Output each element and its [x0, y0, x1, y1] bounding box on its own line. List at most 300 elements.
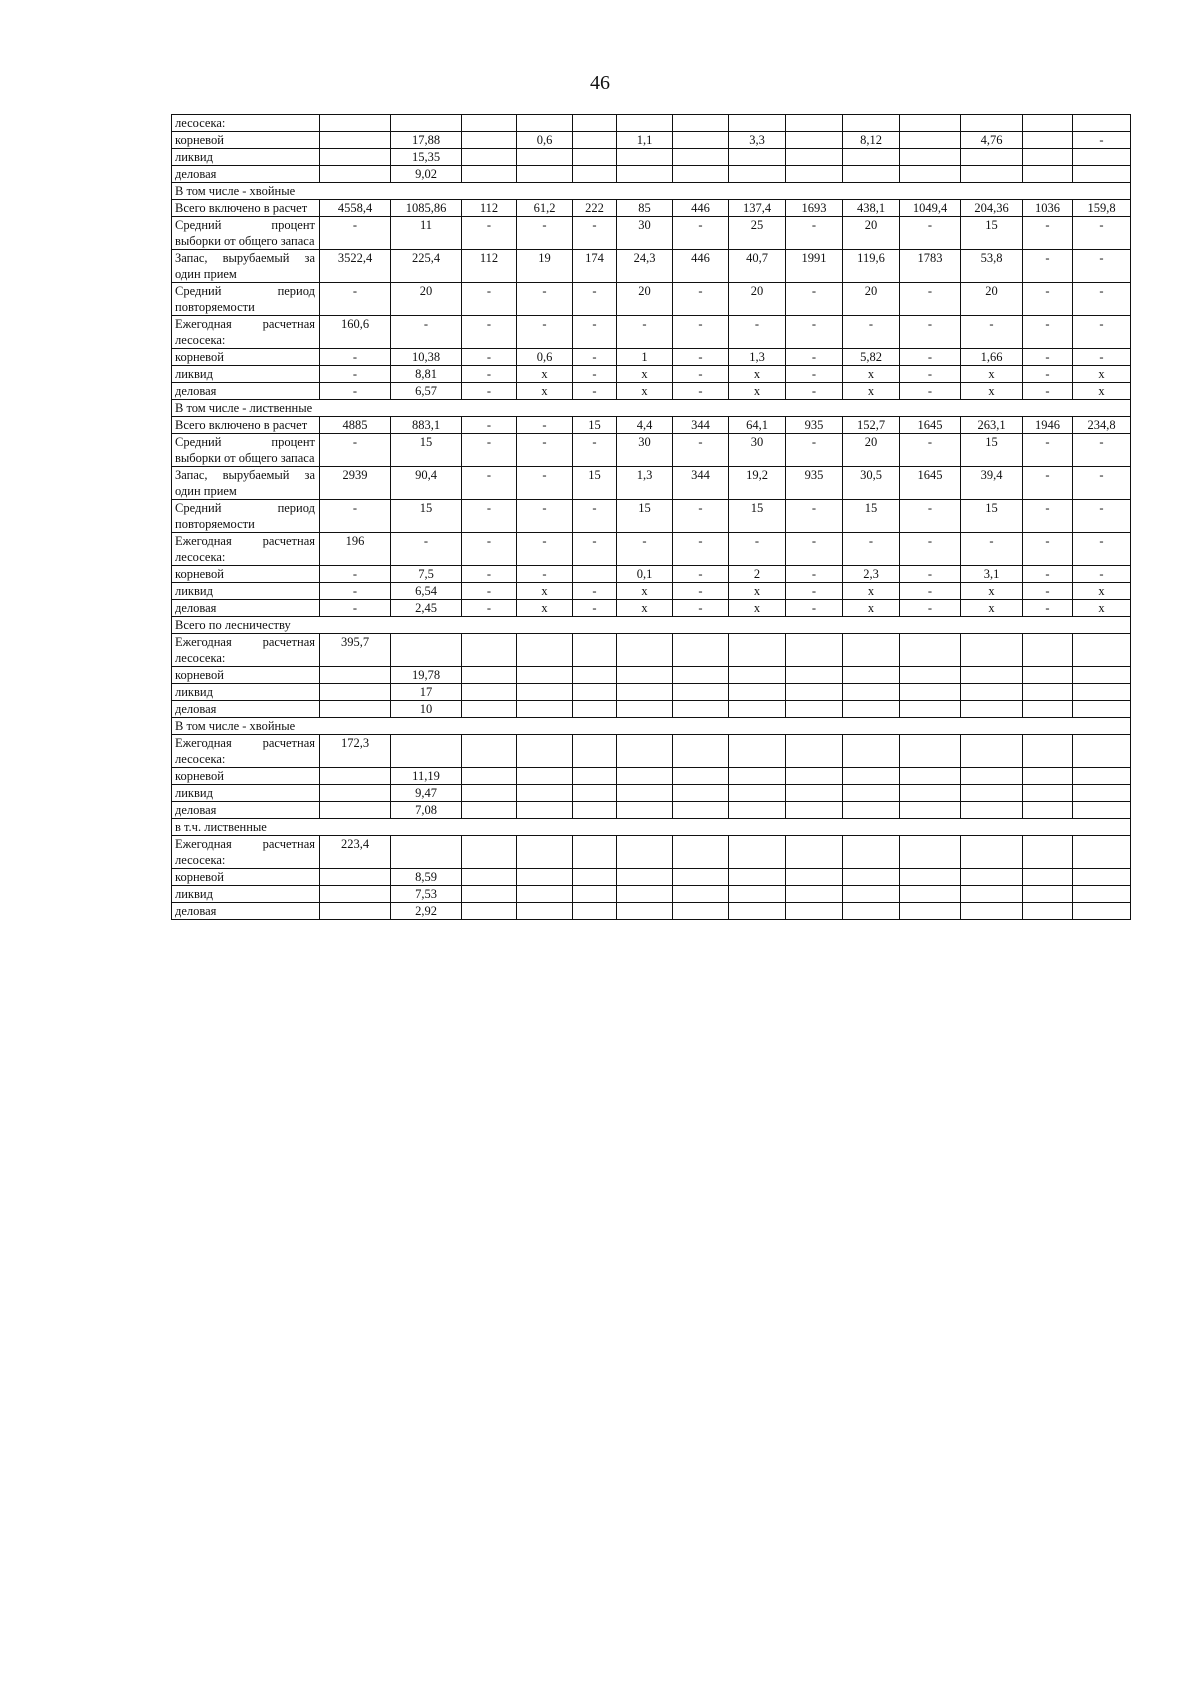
row-label: деловая [172, 383, 320, 400]
table-cell [673, 836, 729, 869]
table-cell: х [843, 366, 900, 383]
table-cell: х [961, 383, 1023, 400]
table-row [172, 217, 1131, 250]
table-cell [786, 701, 843, 718]
table-cell [320, 869, 391, 886]
table-cell [617, 701, 673, 718]
table-cell: 112 [462, 250, 517, 283]
table-cell: 6,57 [391, 383, 462, 400]
table-cell: - [1023, 349, 1073, 366]
table-cell: 6,54 [391, 583, 462, 600]
table-cell: - [573, 283, 617, 316]
table-cell: х [961, 600, 1023, 617]
table-cell: 8,59 [391, 869, 462, 886]
table-cell: 1 [617, 349, 673, 366]
table-cell: - [462, 316, 517, 349]
table-cell: х [617, 366, 673, 383]
forest-calculation-table [171, 114, 1131, 920]
table-cell: - [786, 349, 843, 366]
table-cell: - [1023, 217, 1073, 250]
row-label: деловая [172, 903, 320, 920]
row-label: ликвид [172, 785, 320, 802]
table-cell: - [673, 217, 729, 250]
table-cell: 90,4 [391, 467, 462, 500]
table-cell: - [462, 566, 517, 583]
table-cell: х [517, 583, 573, 600]
table-cell: 7,5 [391, 566, 462, 583]
table-cell: 10 [391, 701, 462, 718]
table-cell: - [1023, 600, 1073, 617]
table-cell [573, 132, 617, 149]
table-cell [320, 684, 391, 701]
table-cell: - [462, 583, 517, 600]
table-cell [517, 634, 573, 667]
table-cell: 883,1 [391, 417, 462, 434]
table-cell: - [573, 583, 617, 600]
table-cell [517, 903, 573, 920]
table-cell [573, 684, 617, 701]
table-cell: 9,47 [391, 785, 462, 802]
table-cell [900, 634, 961, 667]
table-cell [617, 903, 673, 920]
row-label: Ежегодная расчетная лесосека: [172, 533, 320, 566]
table-cell: 30,5 [843, 467, 900, 500]
table-cell [673, 802, 729, 819]
table-cell: 19 [517, 250, 573, 283]
table-cell: - [900, 533, 961, 566]
table-cell [961, 166, 1023, 183]
table-cell [573, 166, 617, 183]
table-cell: 7,53 [391, 886, 462, 903]
table-cell [320, 768, 391, 785]
table-cell [673, 149, 729, 166]
section-heading: В том числе - лиственные [172, 400, 1131, 417]
table-cell: 53,8 [961, 250, 1023, 283]
table-cell [961, 667, 1023, 684]
row-label: ликвид [172, 149, 320, 166]
table-cell: 438,1 [843, 200, 900, 217]
table-cell [320, 802, 391, 819]
table-cell [1023, 667, 1073, 684]
table-cell: 20 [617, 283, 673, 316]
page-number: 46 [590, 72, 610, 94]
table-cell: - [1073, 500, 1131, 533]
table-cell: - [900, 217, 961, 250]
table-cell: 1085,86 [391, 200, 462, 217]
table-cell: 4558,4 [320, 200, 391, 217]
table-cell [1073, 149, 1131, 166]
table-cell: х [617, 383, 673, 400]
table-cell: х [1073, 383, 1131, 400]
table-cell: 3,1 [961, 566, 1023, 583]
table-cell [729, 667, 786, 684]
table-cell: - [391, 533, 462, 566]
table-cell [617, 886, 673, 903]
table-cell [786, 667, 843, 684]
table-cell [900, 735, 961, 768]
table-cell [462, 886, 517, 903]
table-cell [1073, 768, 1131, 785]
table-cell [843, 667, 900, 684]
table-cell [320, 701, 391, 718]
table-cell: 15 [961, 434, 1023, 467]
table-cell: - [573, 366, 617, 383]
section-row [172, 183, 1131, 200]
table-cell [1073, 166, 1131, 183]
table-cell: - [1073, 316, 1131, 349]
table-row [172, 869, 1131, 886]
table-cell [517, 115, 573, 132]
table-cell: - [391, 316, 462, 349]
table-cell [961, 768, 1023, 785]
table-cell [1073, 886, 1131, 903]
table-cell [517, 735, 573, 768]
table-cell: х [961, 366, 1023, 383]
table-cell: х [729, 366, 786, 383]
table-cell: - [1073, 217, 1131, 250]
table-cell [1073, 869, 1131, 886]
section-heading: в т.ч. лиственные [172, 819, 1131, 836]
table-row [172, 366, 1131, 383]
table-cell: 159,8 [1073, 200, 1131, 217]
table-cell: - [1023, 533, 1073, 566]
table-cell [673, 886, 729, 903]
table-cell: 20 [391, 283, 462, 316]
table-cell: 1946 [1023, 417, 1073, 434]
table-cell [786, 149, 843, 166]
table-cell: - [320, 566, 391, 583]
table-row [172, 149, 1131, 166]
table-cell: 39,4 [961, 467, 1023, 500]
table-cell: 30 [729, 434, 786, 467]
table-cell [673, 684, 729, 701]
table-row [172, 349, 1131, 366]
table-cell: х [729, 383, 786, 400]
table-cell: 2,92 [391, 903, 462, 920]
table-cell: - [320, 383, 391, 400]
table-row [172, 684, 1131, 701]
table-cell [462, 768, 517, 785]
table-cell: 1991 [786, 250, 843, 283]
table-cell [573, 802, 617, 819]
table-cell [786, 802, 843, 819]
table-cell: 222 [573, 200, 617, 217]
table-cell [617, 768, 673, 785]
table-cell: х [843, 600, 900, 617]
table-cell [786, 785, 843, 802]
table-cell: 20 [961, 283, 1023, 316]
table-cell [573, 836, 617, 869]
table-cell: - [517, 434, 573, 467]
table-row [172, 434, 1131, 467]
table-cell [900, 701, 961, 718]
row-label: деловая [172, 600, 320, 617]
table-cell [1023, 802, 1073, 819]
table-cell: 0,1 [617, 566, 673, 583]
table-cell: 225,4 [391, 250, 462, 283]
table-cell: - [573, 500, 617, 533]
table-cell [617, 802, 673, 819]
table-cell: - [517, 316, 573, 349]
table-cell [517, 869, 573, 886]
table-cell [617, 836, 673, 869]
table-cell: 10,38 [391, 349, 462, 366]
table-cell [786, 634, 843, 667]
table-cell [1023, 166, 1073, 183]
table-cell: - [900, 316, 961, 349]
table-cell: 15 [391, 500, 462, 533]
table-cell: - [517, 217, 573, 250]
table-cell [900, 115, 961, 132]
table-cell [517, 785, 573, 802]
table-cell: 446 [673, 250, 729, 283]
table-cell [786, 886, 843, 903]
table-cell [843, 166, 900, 183]
table-cell [517, 886, 573, 903]
table-cell [1023, 869, 1073, 886]
table-cell [729, 166, 786, 183]
table-cell [843, 836, 900, 869]
table-cell: - [961, 316, 1023, 349]
row-label: Ежегодная расчетная лесосека: [172, 316, 320, 349]
table-cell [1023, 634, 1073, 667]
table-cell [617, 166, 673, 183]
table-cell [843, 802, 900, 819]
table-cell: - [900, 349, 961, 366]
table-cell: 112 [462, 200, 517, 217]
table-cell [320, 166, 391, 183]
table-cell: - [900, 283, 961, 316]
table-cell [391, 735, 462, 768]
table-cell: - [900, 600, 961, 617]
table-cell: 446 [673, 200, 729, 217]
table-cell [786, 132, 843, 149]
table-row [172, 667, 1131, 684]
table-cell: - [786, 500, 843, 533]
table-cell: 15 [961, 217, 1023, 250]
table-cell [786, 903, 843, 920]
table-cell: - [320, 500, 391, 533]
table-cell [961, 836, 1023, 869]
table-cell [900, 802, 961, 819]
table-cell: - [462, 467, 517, 500]
table-cell: - [1073, 467, 1131, 500]
table-cell: 4885 [320, 417, 391, 434]
table-cell [961, 634, 1023, 667]
table-cell [673, 701, 729, 718]
section-heading: В том числе - хвойные [172, 718, 1131, 735]
table-row [172, 500, 1131, 533]
table-cell [1073, 634, 1131, 667]
table-cell: - [673, 283, 729, 316]
table-cell [900, 869, 961, 886]
table-cell: 20 [729, 283, 786, 316]
section-row [172, 617, 1131, 634]
table-cell [673, 667, 729, 684]
table-cell [673, 785, 729, 802]
table-cell [729, 869, 786, 886]
table-cell: 15 [617, 500, 673, 533]
table-cell: 204,36 [961, 200, 1023, 217]
table-cell: 15 [729, 500, 786, 533]
row-label: корневой [172, 132, 320, 149]
table-cell: 2939 [320, 467, 391, 500]
table-cell: - [900, 566, 961, 583]
table-cell [900, 149, 961, 166]
table-cell: - [961, 533, 1023, 566]
table-cell [391, 836, 462, 869]
table-cell [1073, 667, 1131, 684]
table-cell: - [462, 366, 517, 383]
row-label: Всего включено в расчет [172, 417, 320, 434]
row-label: корневой [172, 349, 320, 366]
table-cell: - [573, 383, 617, 400]
table-cell [786, 768, 843, 785]
table-cell [843, 115, 900, 132]
table-cell [320, 785, 391, 802]
table-cell [462, 701, 517, 718]
table-cell [517, 802, 573, 819]
table-cell: 17,88 [391, 132, 462, 149]
table-row [172, 600, 1131, 617]
table-cell [961, 802, 1023, 819]
table-cell: 2 [729, 566, 786, 583]
table-cell: 223,4 [320, 836, 391, 869]
table-cell: 64,1 [729, 417, 786, 434]
row-label: лесосека: [172, 115, 320, 132]
table-row [172, 836, 1131, 869]
table-cell: - [517, 533, 573, 566]
table-cell [1073, 802, 1131, 819]
table-cell: 25 [729, 217, 786, 250]
row-label: ликвид [172, 583, 320, 600]
table-cell [573, 634, 617, 667]
table-cell: - [1023, 250, 1073, 283]
table-cell [617, 149, 673, 166]
table-cell: - [843, 533, 900, 566]
table-cell: - [900, 434, 961, 467]
table-cell: 19,2 [729, 467, 786, 500]
table-cell: 1,66 [961, 349, 1023, 366]
table-cell [617, 115, 673, 132]
table-cell [729, 684, 786, 701]
table-cell [961, 701, 1023, 718]
table-cell: х [517, 366, 573, 383]
table-cell [729, 903, 786, 920]
table-cell [462, 166, 517, 183]
table-cell [673, 634, 729, 667]
table-cell: - [617, 316, 673, 349]
table-cell: - [320, 366, 391, 383]
table-cell: - [1023, 316, 1073, 349]
table-cell: х [1073, 366, 1131, 383]
table-row [172, 166, 1131, 183]
table-cell: - [786, 366, 843, 383]
table-cell: - [786, 217, 843, 250]
row-label: Средний процент выборки от общего запаса [172, 434, 320, 467]
table-cell [729, 802, 786, 819]
row-label: ликвид [172, 366, 320, 383]
table-cell [900, 684, 961, 701]
table-row [172, 735, 1131, 768]
table-cell: - [462, 349, 517, 366]
table-cell: 1645 [900, 467, 961, 500]
table-row [172, 132, 1131, 149]
table-cell [843, 684, 900, 701]
table-cell: - [462, 533, 517, 566]
table-cell [1023, 132, 1073, 149]
table-cell: - [1073, 250, 1131, 283]
table-cell [729, 886, 786, 903]
section-row [172, 819, 1131, 836]
table-cell: - [517, 500, 573, 533]
table-cell: 2,3 [843, 566, 900, 583]
table-cell [843, 903, 900, 920]
table-cell: 5,82 [843, 349, 900, 366]
row-label: деловая [172, 701, 320, 718]
table-row [172, 283, 1131, 316]
table-cell: 15 [961, 500, 1023, 533]
table-cell: х [617, 600, 673, 617]
table-cell: - [1023, 366, 1073, 383]
table-cell [961, 149, 1023, 166]
table-cell: х [617, 583, 673, 600]
table-cell: - [517, 417, 573, 434]
table-cell: 85 [617, 200, 673, 217]
section-heading: Всего по лесничеству [172, 617, 1131, 634]
table-cell [961, 785, 1023, 802]
table-cell: - [573, 316, 617, 349]
table-cell [786, 166, 843, 183]
table-cell [573, 768, 617, 785]
table-cell: 8,12 [843, 132, 900, 149]
table-cell [462, 903, 517, 920]
table-cell [573, 886, 617, 903]
table-cell: 0,6 [517, 349, 573, 366]
table-cell: - [462, 283, 517, 316]
table-cell [961, 684, 1023, 701]
table-cell: 3,3 [729, 132, 786, 149]
table-row [172, 886, 1131, 903]
table-cell: 4,4 [617, 417, 673, 434]
table-cell [673, 869, 729, 886]
table-cell: - [673, 533, 729, 566]
table-cell: 1693 [786, 200, 843, 217]
table-cell: х [517, 600, 573, 617]
table-cell: 20 [843, 283, 900, 316]
table-cell: 19,78 [391, 667, 462, 684]
table-cell: х [843, 383, 900, 400]
table-cell [961, 903, 1023, 920]
table-row [172, 802, 1131, 819]
table-cell: - [462, 217, 517, 250]
table-cell: - [1073, 132, 1131, 149]
table-cell: - [786, 566, 843, 583]
table-row [172, 768, 1131, 785]
table-cell [900, 768, 961, 785]
table-cell [462, 132, 517, 149]
table-cell [462, 684, 517, 701]
table-cell: 395,7 [320, 634, 391, 667]
table-cell [320, 667, 391, 684]
table-cell: х [729, 583, 786, 600]
table-cell [729, 149, 786, 166]
table-cell [517, 701, 573, 718]
table-cell: - [729, 533, 786, 566]
table-row [172, 533, 1131, 566]
table-cell [462, 785, 517, 802]
table-cell [1023, 701, 1073, 718]
